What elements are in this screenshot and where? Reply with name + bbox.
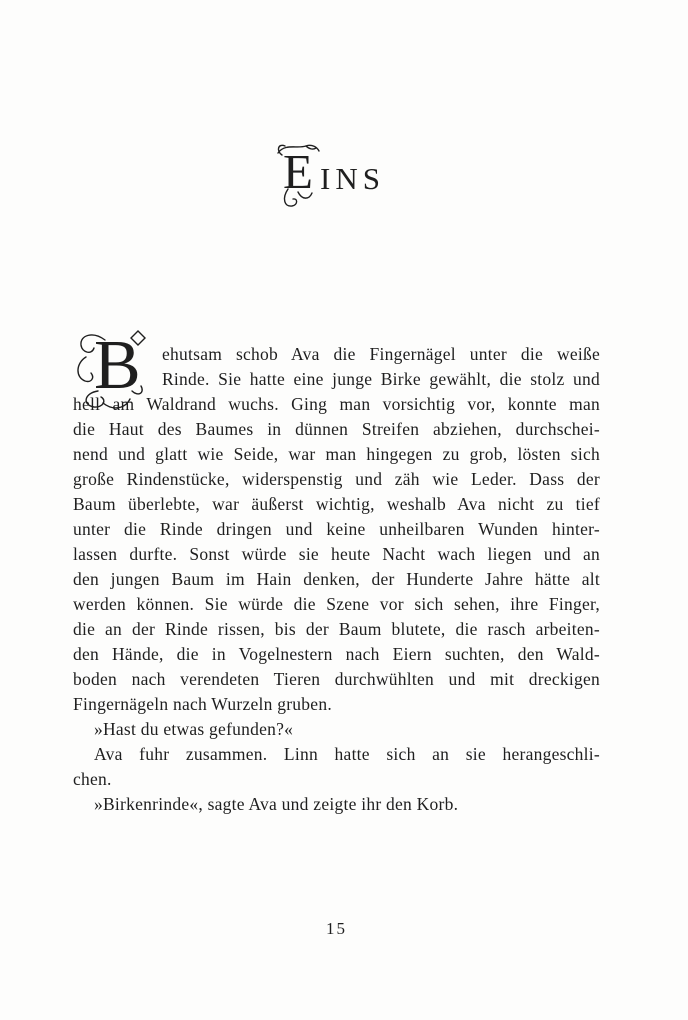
text-line: Ava fuhr zusammen. Linn hatte sich an sie herangeschli- bbox=[94, 744, 600, 764]
text-line: den jungen Baum im Hain denken, der Hunderte Jahre hätte alt bbox=[73, 569, 600, 589]
text-line: die an der Rinde rissen, bis der Baum blutete, die rasch arbeiten- bbox=[73, 619, 600, 639]
text-line: große Rindenstücke, widerspenstig und zäh wie Leder. Dass der bbox=[73, 469, 600, 489]
text-line: boden nach verendeten Tieren durchwühlten und mit dreckigen bbox=[73, 669, 600, 689]
text-line: Rinde. Sie hatte eine junge Birke gewählt, die stolz und bbox=[162, 369, 600, 389]
text-line: den Hände, die in Vogelnestern nach Eiern suchten, den Wald- bbox=[73, 644, 600, 664]
text-line: ehutsam schob Ava die Fingernägel unter die weiße bbox=[162, 344, 600, 364]
text-line: Fingernägeln nach Wurzeln gruben. bbox=[73, 694, 332, 714]
text-line: werden können. Sie würde die Szene vor sich sehen, ihre Finger, bbox=[73, 594, 600, 614]
text-line: Baum überlebte, war äußerst wichtig, weshalb Ava nicht zu tief bbox=[73, 494, 600, 514]
ornate-initial-ornament bbox=[273, 140, 323, 214]
drop-cap-letter: B bbox=[94, 327, 141, 404]
text-line: hell am Waldrand wuchs. Ging man vorsichtig vor, konnte man bbox=[73, 394, 600, 414]
chapter-title-rest: INS bbox=[320, 161, 385, 196]
text-line: die Haut des Baumes in dünnen Streifen abziehen, durchschei- bbox=[73, 419, 600, 439]
page-number: 15 bbox=[326, 919, 347, 938]
text-line: nend und glatt wie Seide, war man hingegen zu grob, lösten sich bbox=[73, 444, 600, 464]
text-line: unter die Rinde dringen und keine unheilbaren Wunden hinter- bbox=[73, 519, 600, 539]
body-text bbox=[73, 342, 600, 817]
text-line: »Birkenrinde«, sagte Ava und zeigte ihr den Korb. bbox=[94, 794, 459, 814]
chapter-initial: E bbox=[283, 144, 313, 199]
text-line: lassen durfte. Sonst würde sie heute Nacht wach liegen und an bbox=[73, 544, 600, 564]
text-line: chen. bbox=[73, 769, 112, 789]
text-line: »Hast du etwas gefunden?« bbox=[94, 719, 294, 739]
